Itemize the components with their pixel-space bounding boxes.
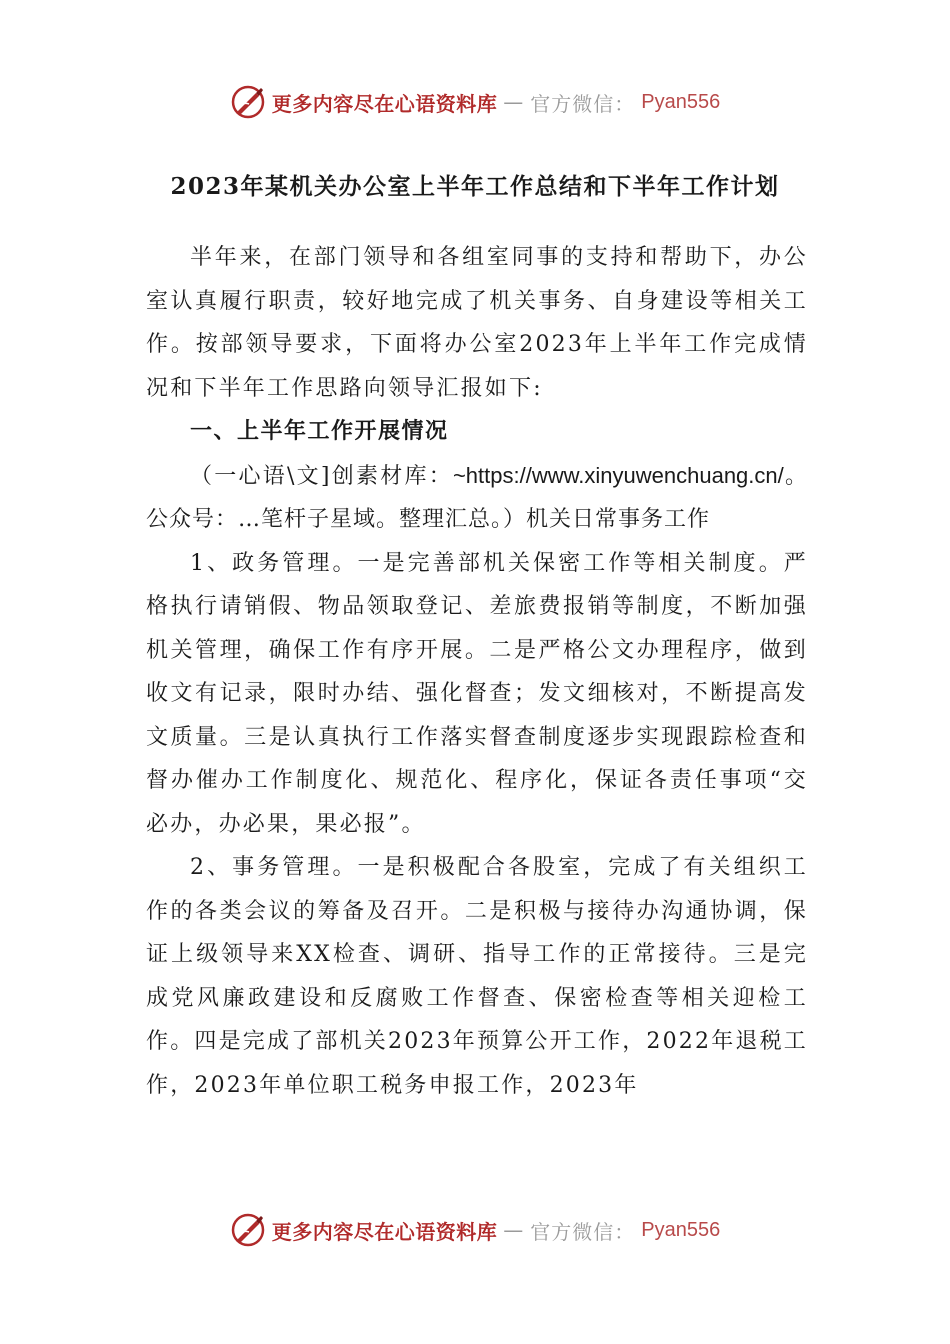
banner-wechat-id: Pyan556 xyxy=(641,1218,721,1241)
footer-banner xyxy=(0,1208,950,1252)
source-suffix: 。公众号：…笔杆子星域。整理汇总。）机关日常事务工作 xyxy=(146,463,808,532)
document-title: 2023年某机关办公室上半年工作总结和下半年工作计划 xyxy=(170,173,780,200)
source-note xyxy=(146,454,808,542)
banner-official-label: 官方微信： xyxy=(530,91,636,116)
intro-paragraph: 半年来，在部门领导和各组室同事的支持和帮助下，办公室认真履行职责，较好地完成了机关事务、自身建设等相关工作。按部领导要求，下面将办公室2023年上半年工作完成情况和下半年工作思路向领导汇报如下: xyxy=(146,245,808,401)
header-banner xyxy=(0,80,950,124)
paragraph-politics-management: 1、政务管理。一是完善部机关保密工作等相关制度。严格执行请销假、物品领取登记、差旅费报销等制度，不断加强机关管理，确保工作有序开展。二是严格公文办理程序，做到收文有记录，限时办结、强化督查；发文细核对，不断提高发文质量。三是认真执行工作落实督查制度逐步实现跟踪检查和督办催办工作制度化、规范化、程序化，保证各责任事项“交必办，办必果，果必报”。 xyxy=(146,550,808,837)
document-body xyxy=(146,236,808,1107)
banner-main-text: 更多内容尽在心语资料库 xyxy=(271,91,498,116)
banner-dash: — xyxy=(503,1218,525,1242)
section-heading: 一、上半年工作开展情况 xyxy=(190,418,449,444)
quill-pen-logo-icon xyxy=(230,1212,266,1248)
banner-official-label: 官方微信： xyxy=(530,1219,636,1244)
banner-wechat-id: Pyan556 xyxy=(641,90,721,113)
banner-main-text: 更多内容尽在心语资料库 xyxy=(271,1219,498,1244)
source-url-link[interactable]: ~https://www.xinyuwenchuang.cn/ xyxy=(452,462,784,488)
banner-dash: — xyxy=(503,90,525,114)
paragraph-affairs-management: 2、事务管理。一是积极配合各股室，完成了有关组织工作的各类会议的筹备及召开。二是积极与接待办沟通协调，保证上级领导来XX检查、调研、指导工作的正常接待。三是完成党风廉政建设和反腐败工作督查、保密检查等相关迎检工作。四是完成了部机关2023年预算公开工作，2022年退税工作，2023年单位职工税务申报工作，2023年 xyxy=(146,855,808,1098)
quill-pen-logo-icon xyxy=(230,84,266,120)
source-prefix: （一心语\文]创素材库： xyxy=(190,463,453,489)
